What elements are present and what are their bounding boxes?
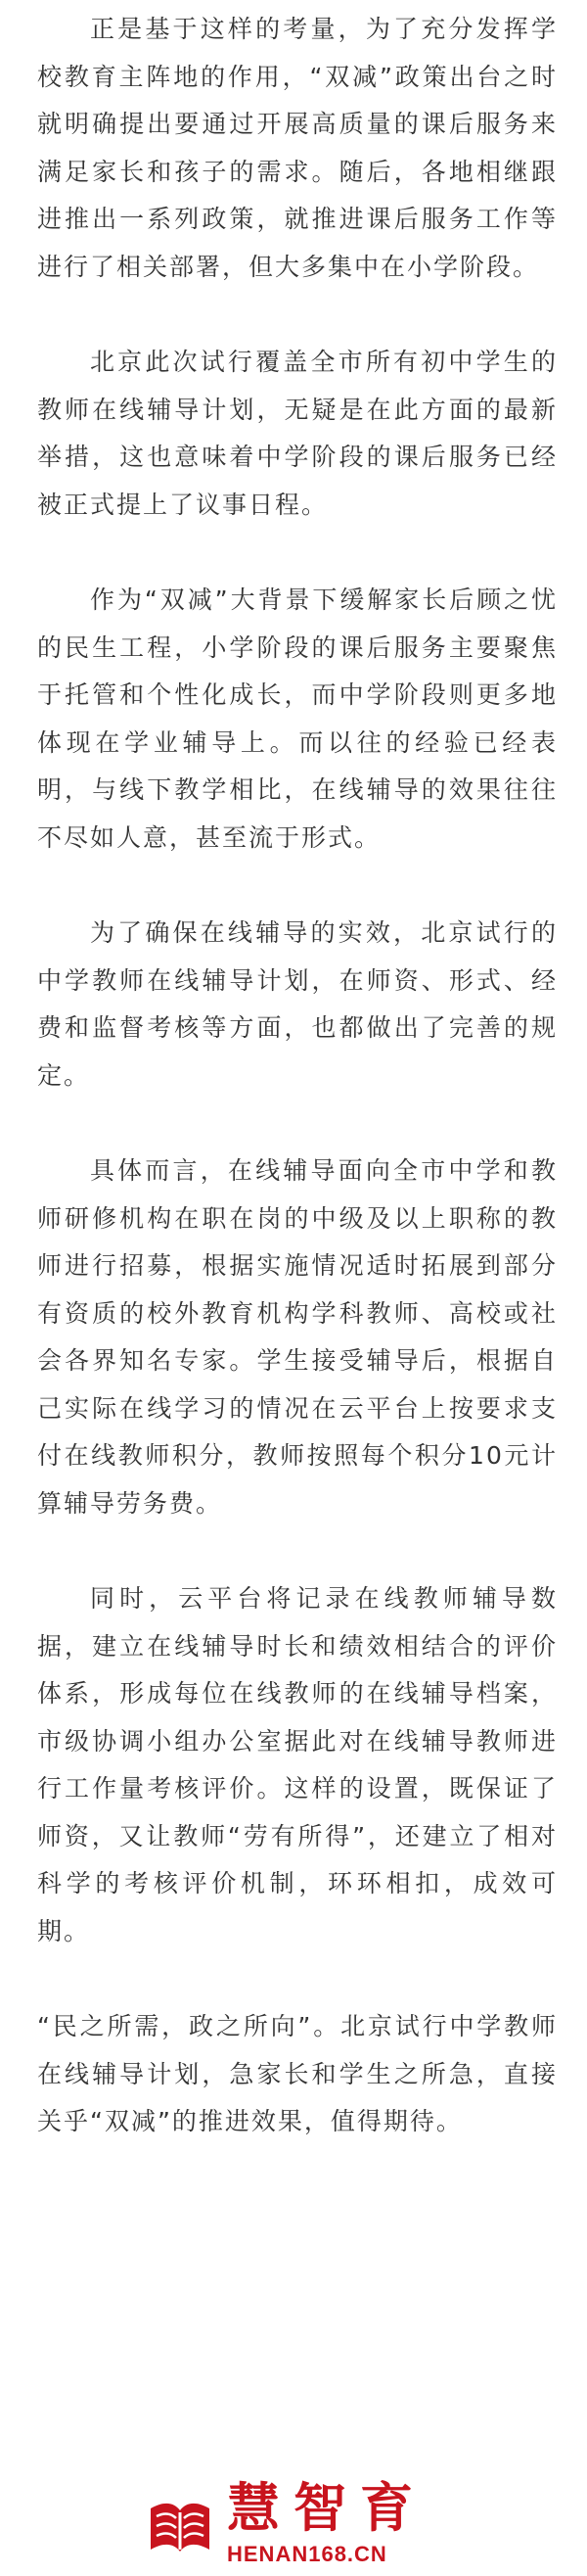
article-body bbox=[37, 6, 558, 2146]
watermark-brand-name: 慧智育 bbox=[227, 2477, 427, 2539]
paragraph-effectiveness: 为了确保在线辅导的实效，北京试行的中学教师在线辅导计划，在师资、形式、经费和监督考核等方面，也都做出了完善的规定。 bbox=[37, 918, 558, 1090]
watermark-logo bbox=[145, 2473, 450, 2571]
paragraph-livelihood-project: 作为“双减”大背景下缓解家长后顾之忧的民生工程，小学阶段的课后服务主要聚焦于托管和个性化成长，而中学阶段则更多地体现在学业辅导上。而以往的经验已经表明，与线下教学相比，在线辅导的效果往往不尽如人意，甚至流于形式。 bbox=[37, 585, 558, 852]
stylized-book-logo-icon bbox=[145, 2491, 215, 2561]
paragraph-considerations: 正是基于这样的考量，为了充分发挥学校教育主阵地的作用，“双减”政策出台之时就明确提出要通过开展高质量的课后服务来满足家长和孩子的需求。随后，各地相继跟进推出一系列政策，就推进课后服务工作等进行了相关部署，但大多集中在小学阶段。 bbox=[37, 15, 558, 281]
paragraph-specifics: 具体而言，在线辅导面向全市中学和教师研修机构在职在岗的中级及以上职称的教师进行招募，根据实施情况适时拓展到部分有资质的校外教育机构学科教师、高校或社会各界知名专家。学生接受辅导后，根据自己实际在线学习的情况在云平台上按要求支付在线教师积分，教师按照每个积分10元计算辅导劳务费。 bbox=[37, 1156, 558, 1518]
paragraph-cloud-platform: 同时，云平台将记录在线教师辅导数据，建立在线辅导时长和绩效相结合的评价体系，形成每位在线教师的在线辅导档案，市级协调小组办公室据此对在线辅导教师进行工作量考核评价。这样的设置，既保证了师资，又让教师“劳有所得”，还建立了相对科学的考核评价机制，环环相扣，成效可期。 bbox=[37, 1584, 558, 1945]
paragraph-beijing-plan: 北京此次试行覆盖全市所有初中学生的教师在线辅导计划，无疑是在此方面的最新举措，这也意味着中学阶段的课后服务已经被正式提上了议事日程。 bbox=[37, 348, 558, 519]
watermark-url: HENAN168.CN bbox=[227, 2542, 387, 2566]
paragraph-conclusion: “民之所需，政之所向”。北京试行中学教师在线辅导计划，急家长和学生之所急，直接关乎“双减”的推进效果，值得期待。 bbox=[37, 2012, 558, 2135]
